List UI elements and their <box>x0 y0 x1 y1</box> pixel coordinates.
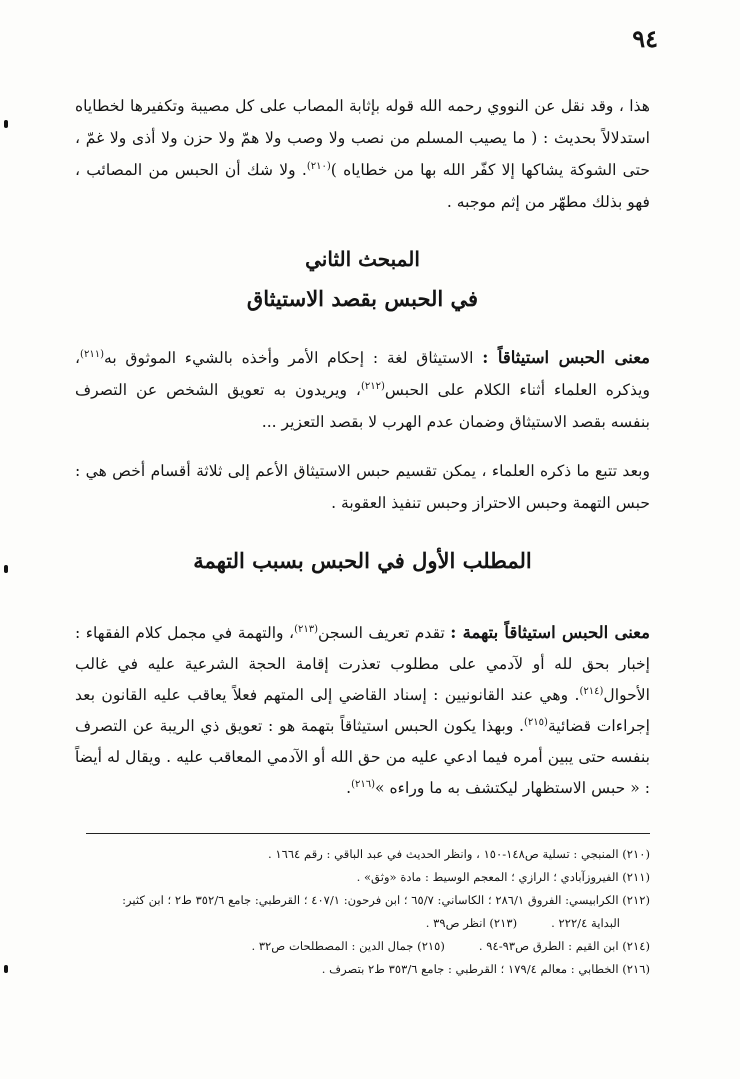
footnote-210: (٢١٠) المنبجي : تسلية ص١٤٨-١٥٠ ، وانظر الحديث في عبد الباقي : رقم ١٦٦٤ . <box>268 847 650 861</box>
accusation-text-1: تقدم تعريف السجن <box>318 624 451 642</box>
accusation-lead: معنى الحبس استيثاقاً بتهمة : <box>450 623 650 642</box>
intro-text: هذا ، وقد نقل عن النووي رحمه الله قوله بإثابة المصاب على كل مصيبة وتكفيرها لخطاياه استدلالاً بحديث : ( ما يصيب المسلم من نصب ولا وصب ولا همّ ولا حزن ولا أذى ولا غمّ ، حتى الشوكة يشاكها إلا كفّر الله بها من خطاياه ) <box>75 97 650 179</box>
footnote-215: (٢١٥) جمال الدين : المصطلحات ص٣٢ . <box>251 939 445 953</box>
accusation-text-2: ، والتهمة في مجمل كلام الفقهاء : إخبار بحق لله أو لآدمي على مطلوب تعذرت إقامة الحجة الشرعية عليه في غالب الأحوال <box>75 624 650 704</box>
footnote-ref-214: (٢١٤) <box>579 685 604 697</box>
section-title: المبحث الثاني <box>305 247 420 271</box>
binding-hole-mark <box>4 565 8 573</box>
section-subtitle: في الحبس بقصد الاستيثاق <box>246 286 479 311</box>
footnote-212: (٢١٢) الكرابيسي: الفروق ٢٨٦/١ ؛ الكاساني: ٦٥/٧ ؛ ابن فرحون: ٤٠٧/١ ؛ القرطبي: جامع ٣٥٢/٦ ط٢ ؛ ابن كثير: <box>122 893 650 907</box>
intro-paragraph <box>75 90 650 218</box>
intro-text-after: . ولا شك أن الحبس من المصائب ، فهو بذلك مطهّر من إثم موجبه . <box>75 161 650 211</box>
footnote-211: (٢١١) الفيروزآبادي ؛ الرازي ؛ المعجم الوسيط : مادة «وثق» . <box>356 870 650 884</box>
division-paragraph <box>75 455 650 519</box>
footnote-214: (٢١٤) ابن القيم : الطرق ص٩٣-٩٤ . <box>478 939 650 953</box>
subsection-title: المطلب الأول في الحبس بسبب التهمة <box>193 548 532 573</box>
page-number: ٩٤ <box>632 24 658 53</box>
footnote-213: (٢١٣) انظر ص٣٩ . <box>425 916 518 930</box>
footnote-row-214-215 <box>75 935 650 958</box>
definition-lead: معنى الحبس استيثاقاً : <box>482 348 650 367</box>
footnote-216: (٢١٦) الخطابي : معالم ١٧٩/٤ ؛ القرطبي : جامع ٣٥٣/٦ ط٢ بتصرف . <box>321 962 650 976</box>
definition-paragraph <box>75 342 650 438</box>
accusation-text-3: . وهي عند القانونيين : إسناد القاضي إلى المتهم فعلاً يعاقب عليه القانون بعد إجراءات قضائية <box>75 686 650 735</box>
binding-hole-mark <box>4 965 8 973</box>
accusation-text-4: . وبهذا يكون الحبس استيثاقاً بتهمة هو : تعويق ذي الريبة عن التصرف بنفسه حتى يبين أمره فيما ادعي عليه من حق الله أو الآدمي المعاقب عليه . ويقال له أيضاً : « حبس الاستظهار ليكتشف به ما وراءه » <box>75 717 650 797</box>
definition-text-3: ، ويريدون به تعويق الشخص عن التصرف بنفسه بقصد الاستيثاق وضمان عدم الهرب لا بقصد التعزير ... <box>75 381 650 431</box>
footnote-ref-211: (٢١١) <box>80 348 104 360</box>
binding-hole-mark <box>4 120 8 128</box>
definition-text-2: ، ويذكره العلماء أثناء الكلام على الحبس <box>75 349 651 399</box>
definition-text-1: الاستيثاق لغة : إحكام الأمر وأخذه بالشيء الموثوق به <box>103 349 483 367</box>
footnote-212-continued: البداية ٢٢٢/٤ . <box>551 916 620 930</box>
accusation-paragraph <box>75 617 650 804</box>
footnote-ref-213: (٢١٣) <box>294 623 318 635</box>
footnote-ref-212: (٢١٢) <box>360 380 385 392</box>
footnote-ref-215: (٢١٥) <box>524 716 548 728</box>
division-text: وبعد تتبع ما ذكره العلماء ، يمكن تقسيم حبس الاستيثاق الأعم إلى ثلاثة أقسام أخص هي : حبس التهمة وحبس الاحتراز وحبس تنفيذ العقوبة . <box>75 462 650 512</box>
footnote-row-212-213 <box>75 912 650 935</box>
accusation-text-5: . <box>346 779 352 797</box>
footnote-ref-210: (٢١٠) <box>306 160 331 172</box>
footnote-divider <box>86 833 650 834</box>
footnotes <box>75 843 650 981</box>
footnote-ref-216: (٢١٦) <box>351 778 375 790</box>
